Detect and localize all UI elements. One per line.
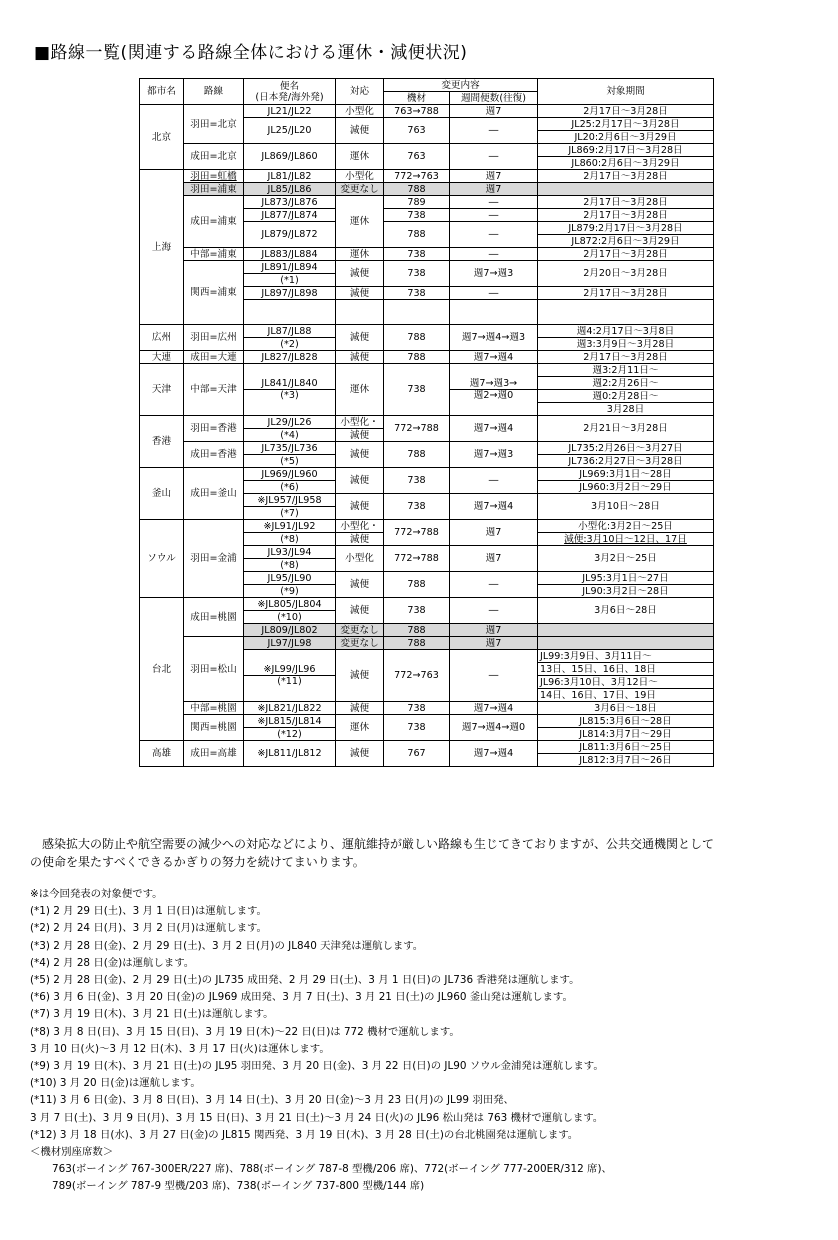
period-cell: 2月21日～3月28日 [538, 416, 714, 442]
note-line: (*10) 3 月 20 日(金)は運航します。 [30, 1077, 201, 1090]
note-line: (*6) 3 月 6 日(金)、3 月 20 日(金)の JL969 成田発、3 月 7 日(土)、3 月 21 日(土)の JL960 釜山発は運航します。 [30, 991, 573, 1004]
flight-cell: ※JL815/JL814 [244, 715, 336, 728]
flight-note: (*8) [244, 533, 336, 546]
weekly-cell: ― [450, 196, 538, 209]
action-cell: 減便 [336, 533, 384, 546]
route-cell: 関西=浦東 [184, 261, 244, 325]
table-row [140, 715, 714, 728]
city-cell: 広州 [140, 325, 184, 351]
table-row [140, 598, 714, 611]
weekly-cell: 週7 [450, 546, 538, 572]
table-row [140, 702, 714, 715]
action-cell: 変更なし [336, 183, 384, 196]
route-cell: 成田=香港 [184, 442, 244, 468]
weekly-cell: ― [450, 650, 538, 702]
city-cell: 台北 [140, 598, 184, 741]
note-line: 3 月 10 日(火)～3 月 12 日(木)、3 月 17 日(火)は運休します。 [30, 1042, 330, 1055]
flight-cell: JL809/JL802 [244, 624, 336, 637]
route-cell: 成田=桃園 [184, 598, 244, 637]
flight-cell: JL841/JL840 [244, 364, 336, 390]
route-cell: 成田=高雄 [184, 741, 244, 767]
action-cell: 減便 [336, 118, 384, 144]
route-cell: 成田=大連 [184, 351, 244, 364]
flight-note: (*6) [244, 481, 336, 494]
action-cell: 小型化・ [336, 416, 384, 429]
aircraft-cell: 772→788 [384, 416, 450, 442]
city-cell: 香港 [140, 416, 184, 468]
aircraft-cell: 738 [384, 287, 450, 300]
period-cell: JL811:3月6日～25日 [538, 741, 714, 754]
aircraft-cell: 738 [384, 468, 450, 494]
flight-cell: ※JL957/JL958 [244, 494, 336, 507]
aircraft-cell: 738 [384, 364, 450, 416]
flight-cell: JL969/JL960 [244, 468, 336, 481]
action-cell: 運休 [336, 715, 384, 741]
city-cell: 釜山 [140, 468, 184, 520]
page-title: ■路線一覧(関連する路線全体における運休・減便状況) [34, 43, 468, 63]
aircraft-cell: 763→788 [384, 105, 450, 118]
period-cell: 週0:2月28日～ [538, 390, 714, 403]
route-cell: 中部=浦東 [184, 248, 244, 261]
flight-cell: JL735/JL736 [244, 442, 336, 455]
table-row [140, 351, 714, 364]
period-cell: JL25:2月17日～3月28日 [538, 118, 714, 131]
period-cell: 2月17日～3月28日 [538, 170, 714, 183]
action-cell: 減便 [336, 429, 384, 442]
flight-cell: ※JL99/JL96 [244, 650, 336, 676]
weekly-cell: 週7 [450, 183, 538, 196]
flight-cell: JL93/JL94 [244, 546, 336, 559]
aircraft-cell: 738 [384, 715, 450, 741]
action-cell: 運休 [336, 248, 384, 261]
flight-note: (*7) [244, 507, 336, 520]
footnotes [30, 886, 830, 1196]
aircraft-cell: 772→763 [384, 650, 450, 702]
action-cell: 小型化 [336, 170, 384, 183]
route-cell: 成田=浦東 [184, 196, 244, 248]
aircraft-cell: 738 [384, 494, 450, 520]
table-row [140, 637, 714, 650]
weekly-cell: 週7→週4 [450, 702, 538, 715]
note-line: 3 月 7 日(土)、3 月 9 日(月)、3 月 15 日(日)、3 月 21 日(土)～3 月 24 日(火)の JL96 松山発は 763 機材で運航します。 [30, 1111, 604, 1124]
period-cell: 3月10日～28日 [538, 494, 714, 520]
weekly-cell: ― [450, 144, 538, 170]
route-cell: 羽田=広州 [184, 325, 244, 351]
table-row [140, 144, 714, 157]
weekly-cell: 週7→週4 [450, 741, 538, 767]
route-cell: 羽田=北京 [184, 105, 244, 144]
route-cell: 羽田=金浦 [184, 520, 244, 598]
action-cell: 減便 [336, 287, 384, 300]
weekly-cell: 週7→週4 [450, 494, 538, 520]
aircraft-cell: 738 [384, 209, 450, 222]
period-cell: 週3:3月9日～3月28日 [538, 338, 714, 351]
city-cell: 北京 [140, 105, 184, 170]
action-cell: 小型化 [336, 105, 384, 118]
note-line: (*4) 2 月 28 日(金)は運航します。 [30, 956, 195, 969]
weekly-cell: 週7→週4 [450, 416, 538, 442]
city-cell: 大連 [140, 351, 184, 364]
weekly-cell: ― [450, 222, 538, 248]
action-cell: 変更なし [336, 637, 384, 650]
period-cell: JL20:2月6日～3月29日 [538, 131, 714, 144]
note-line: (*8) 3 月 8 日(日)、3 月 15 日(日)、3 月 19 日(木)～22 日(日)は 772 機材で運航します。 [30, 1025, 460, 1038]
note-line: (*5) 2 月 28 日(金)、2 月 29 日(土)の JL735 成田発、2 月 29 日(土)、3 月 1 日(日)の JL736 香港発は運航します。 [30, 974, 580, 987]
period-cell: JL95:3月1日～27日 [538, 572, 714, 585]
table-row [140, 105, 714, 118]
action-cell: 減便 [336, 598, 384, 624]
aircraft-cell: 788 [384, 637, 450, 650]
weekly-cell: 週7→週4→週3 [450, 325, 538, 351]
period-cell: JL869:2月17日～3月28日 [538, 144, 714, 157]
action-cell: 減便 [336, 572, 384, 598]
period-cell: JL90:3月2日～28日 [538, 585, 714, 598]
period-cell [538, 637, 714, 650]
flight-cell: JL29/JL26 [244, 416, 336, 429]
flight-cell: JL869/JL860 [244, 144, 336, 170]
note-line: (*7) 3 月 19 日(木)、3 月 21 日(土)は運航します。 [30, 1008, 274, 1021]
action-cell: 減便 [336, 325, 384, 351]
period-cell: 3月6日～28日 [538, 598, 714, 624]
aircraft-cell: 772→788 [384, 546, 450, 572]
flight-cell: JL897/JL898 [244, 287, 336, 300]
flight-cell: JL81/JL82 [244, 170, 336, 183]
period-cell: JL960:3月2日～29日 [538, 481, 714, 494]
flight-cell: JL97/JL98 [244, 637, 336, 650]
action-cell: 変更なし [336, 624, 384, 637]
flight-cell: JL25/JL20 [244, 118, 336, 144]
table-row [140, 196, 714, 209]
weekly-cell: 週7→週4 [450, 351, 538, 364]
aircraft-cell: 789 [384, 196, 450, 209]
period-cell: JL879:2月17日～3月28日 [538, 222, 714, 235]
period-cell: 14日、16日、17日、19日 [538, 689, 714, 702]
city-cell: ソウル [140, 520, 184, 598]
action-cell: 運休 [336, 196, 384, 248]
weekly-cell: ― [450, 598, 538, 624]
weekly-cell: 週7 [450, 170, 538, 183]
flight-cell: JL877/JL874 [244, 209, 336, 222]
table-header-row [140, 79, 714, 92]
period-cell: 減便:3月10日～12日、17日 [538, 533, 714, 546]
action-cell: 減便 [336, 351, 384, 364]
period-cell: 週2:2月26日～ [538, 377, 714, 390]
aircraft-cell: 763 [384, 144, 450, 170]
aircraft-cell: 788 [384, 183, 450, 196]
action-cell: 減便 [336, 468, 384, 494]
route-cell: 中部=桃園 [184, 702, 244, 715]
period-cell: JL812:3月7日～26日 [538, 754, 714, 767]
weekly-cell: 週7 [450, 624, 538, 637]
table-row [140, 416, 714, 429]
period-cell: JL99:3月9日、3月11日～ [538, 650, 714, 663]
weekly-cell: 週7→週3→ [450, 364, 538, 390]
route-cell: 羽田=虹橋 [184, 170, 244, 183]
period-cell: 2月17日～3月28日 [538, 209, 714, 222]
seat-line: 763(ボーイング 767-300ER/227 席)、788(ボーイング 787-8 型機/206 席)、772(ボーイング 777-200ER/312 席)、 [52, 1163, 612, 1176]
aircraft-cell: 763 [384, 118, 450, 144]
table-row [140, 325, 714, 338]
period-cell: JL735:2月26日～3月27日 [538, 442, 714, 455]
route-cell: 羽田=松山 [184, 637, 244, 702]
weekly-cell: 週7→週4→週0 [450, 715, 538, 741]
action-cell: 運休 [336, 144, 384, 170]
action-cell: 運休 [336, 364, 384, 416]
aircraft-cell: 788 [384, 325, 450, 351]
action-cell: 減便 [336, 702, 384, 715]
action-cell: 減便 [336, 442, 384, 468]
flight-note: (*9) [244, 585, 336, 598]
weekly-cell: 週7→週3 [450, 261, 538, 287]
table-row [140, 741, 714, 754]
weekly-cell: 週7 [450, 637, 538, 650]
weekly-cell: ― [450, 287, 538, 300]
aircraft-cell: 788 [384, 351, 450, 364]
flight-cell: ※JL805/JL804 [244, 598, 336, 611]
note-line: (*1) 2 月 29 日(土)、3 月 1 日(日)は運航します。 [30, 905, 267, 918]
period-cell: 小型化:3月2日～25日 [538, 520, 714, 533]
aircraft-cell: 738 [384, 248, 450, 261]
period-cell: 2月17日～3月28日 [538, 351, 714, 364]
flight-note: (*12) [244, 728, 336, 741]
note-line: (*12) 3 月 18 日(水)、3 月 27 日(金)の JL815 関西発、3 月 19 日(木)、3 月 28 日(土)の台北桃園発は運航します。 [30, 1128, 579, 1141]
period-cell: JL814:3月7日～29日 [538, 728, 714, 741]
weekly-cell: 週7 [450, 105, 538, 118]
period-cell: JL815:3月6日～28日 [538, 715, 714, 728]
header-aircraft: 機材 [384, 92, 450, 105]
note-line: (*9) 3 月 19 日(木)、3 月 21 日(土)の JL95 羽田発、3 月 20 日(金)、3 月 22 日(日)の JL90 ソウル金浦発は運航します。 [30, 1060, 604, 1073]
aircraft-cell: 788 [384, 442, 450, 468]
period-cell [538, 183, 714, 196]
table-row [140, 170, 714, 183]
flight-note: (*3) [244, 390, 336, 416]
period-cell: 3月2日～25日 [538, 546, 714, 572]
note-line: (*11) 3 月 6 日(金)、3 月 8 日(日)、3 月 14 日(土)、3 月 20 日(金)～3 月 23 日(月)の JL99 羽田発、 [30, 1094, 514, 1107]
route-cell: 成田=釜山 [184, 468, 244, 520]
route-cell: 中部=天津 [184, 364, 244, 416]
note-line: (*3) 2 月 28 日(金)、2 月 29 日(土)、3 月 2 日(月)の JL840 天津発は運航します。 [30, 939, 424, 952]
header-flight: 便名 (日本発/海外発) [244, 79, 336, 105]
period-cell: 13日、15日、16日、18日 [538, 663, 714, 676]
header-weekly: 週間便数(往復) [450, 92, 538, 105]
aircraft-cell: 788 [384, 624, 450, 637]
flight-cell: JL891/JL894 [244, 261, 336, 274]
aircraft-cell: 738 [384, 598, 450, 624]
header-city: 都市名 [140, 79, 184, 105]
period-cell: 週3:2月11日～ [538, 364, 714, 377]
flight-note: (*4) [244, 429, 336, 442]
flight-cell: JL21/JL22 [244, 105, 336, 118]
table-row [140, 261, 714, 274]
route-cell: 関西=桃園 [184, 715, 244, 741]
period-cell: 3月28日 [538, 403, 714, 416]
route-cell: 羽田=浦東 [184, 183, 244, 196]
weekly-cell: 週2→週0 [450, 390, 538, 416]
route-cell: 成田=北京 [184, 144, 244, 170]
period-cell: 2月17日～3月28日 [538, 105, 714, 118]
period-cell: 3月6日～18日 [538, 702, 714, 715]
flight-note: (*8) [244, 559, 336, 572]
table-row [140, 468, 714, 481]
period-cell: JL860:2月6日～3月29日 [538, 157, 714, 170]
route-cell: 羽田=香港 [184, 416, 244, 442]
aircraft-cell: 767 [384, 741, 450, 767]
period-cell: 週4:2月17日～3月8日 [538, 325, 714, 338]
action-cell: 減便 [336, 741, 384, 767]
aircraft-cell: 738 [384, 702, 450, 715]
note-line: (*2) 2 月 24 日(月)、3 月 2 日(月)は運航します。 [30, 922, 267, 935]
header-period: 対象期間 [538, 79, 714, 105]
flight-cell: JL883/JL884 [244, 248, 336, 261]
flight-note: (*11) [244, 676, 336, 702]
period-cell: JL872:2月6日～3月29日 [538, 235, 714, 248]
header-route: 路線 [184, 79, 244, 105]
weekly-cell: ― [450, 468, 538, 494]
aircraft-cell: 738 [384, 261, 450, 287]
weekly-cell: 週7 [450, 520, 538, 546]
flight-cell: JL87/JL88 [244, 325, 336, 338]
aircraft-cell: 772→763 [384, 170, 450, 183]
city-cell: 天津 [140, 364, 184, 416]
flight-cell: JL85/JL86 [244, 183, 336, 196]
flight-cell: JL827/JL828 [244, 351, 336, 364]
period-cell [538, 624, 714, 637]
seat-line: 789(ボーイング 787-9 型機/203 席)、738(ボーイング 737-800 型機/144 席) [52, 1180, 425, 1193]
period-cell: 2月20日～3月28日 [538, 261, 714, 287]
flight-cell: JL873/JL876 [244, 196, 336, 209]
aircraft-cell: 788 [384, 572, 450, 598]
flight-note: (*1) [244, 274, 336, 287]
flight-cell: JL879/JL872 [244, 222, 336, 248]
table-row [140, 183, 714, 196]
seat-heading: ＜機材別座席数＞ [30, 1146, 114, 1159]
city-cell: 上海 [140, 170, 184, 325]
flight-note: (*10) [244, 611, 336, 624]
action-cell: 減便 [336, 261, 384, 287]
period-cell: JL96:3月10日、3月12日～ [538, 676, 714, 689]
flight-note: (*5) [244, 455, 336, 468]
table-row [140, 364, 714, 377]
period-cell: 2月17日～3月28日 [538, 248, 714, 261]
statement-paragraph: 感染拡大の防止や航空需要の減少への対応などにより、運航維持が厳しい路線も生じてきておりますが、公共交通機関として の使命を果たすべくできるかぎりの努力を続けてまいります。 [30, 837, 715, 869]
aircraft-cell: 788 [384, 222, 450, 248]
note-line: ※は今回発表の対象便です。 [30, 888, 163, 900]
city-cell: 高雄 [140, 741, 184, 767]
flight-note: (*2) [244, 338, 336, 351]
period-cell: JL969:3月1日～28日 [538, 468, 714, 481]
weekly-cell: ― [450, 118, 538, 144]
flight-cell: ※JL821/JL822 [244, 702, 336, 715]
flight-cell: ※JL811/JL812 [244, 741, 336, 767]
weekly-cell: 週7→週3 [450, 442, 538, 468]
weekly-cell: ― [450, 209, 538, 222]
table-row [140, 248, 714, 261]
aircraft-cell: 772→788 [384, 520, 450, 546]
header-change: 変更内容 [384, 79, 538, 92]
header-action: 対応 [336, 79, 384, 105]
flight-cell: ※JL91/JL92 [244, 520, 336, 533]
table-row [140, 442, 714, 455]
action-cell: 小型化 [336, 546, 384, 572]
routes-table [139, 78, 714, 767]
period-cell: JL736:2月27日～3月28日 [538, 455, 714, 468]
period-cell: 2月17日～3月28日 [538, 196, 714, 209]
weekly-cell: ― [450, 572, 538, 598]
flight-cell: JL95/JL90 [244, 572, 336, 585]
table-row [140, 520, 714, 533]
weekly-cell: ― [450, 248, 538, 261]
action-cell: 小型化・ [336, 520, 384, 533]
period-cell: 2月17日～3月28日 [538, 287, 714, 300]
action-cell: 減便 [336, 650, 384, 702]
action-cell: 減便 [336, 494, 384, 520]
